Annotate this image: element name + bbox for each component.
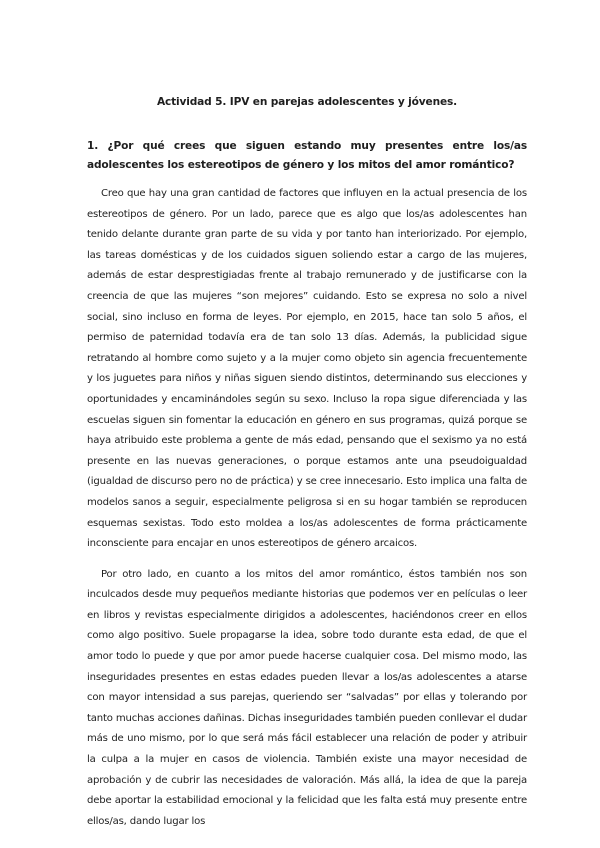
paragraph-romantic-love-myths: Por otro lado, en cuanto a los mitos del amor romántico, éstos también nos son inculcados desde muy pequeños mediante historias que podemos ver en películas o leer en libros y revistas especialmente dirigidos a adolescentes, haciéndonos creer en ellos como algo positivo. Suele propagarse la idea, sobre todo durante esta edad, de que el amor todo lo puede y que por amor puede hacerse cualquier cosa. Del mismo modo, las inseguridades presentes en estas edades pueden llevar a los/as adolescentes a atarse con mayor intensidad a sus parejas, queriendo ser “salvadas” por ellas y tolerando por tanto muchas acciones dañinas. Dichas inseguridades también pueden conllevar el dudar más de uno mismo, por lo que será más fácil establecer una relación de poder y atribuir la culpa a la mujer en casos de violencia. También existe una mayor necesidad de aprobación y de cubrir las necesidades de valoración. Más allá, la idea de que la pareja debe aportar la estabilidad emocional y la felicidad que les falta está muy presente entre ellos/as, dando lugar los (87, 568, 527, 827)
question-heading: 1. ¿Por qué crees que siguen estando muy presentes entre los/as adolescentes los estereotipos de género y los mitos del amor romántico? (87, 140, 527, 171)
document-title: Actividad 5. IPV en parejas adolescentes y jóvenes. (156, 96, 458, 108)
document-body (87, 94, 527, 842)
paragraph-stereotypes: Creo que hay una gran cantidad de factores que influyen en la actual presencia de los estereotipos de género. Por un lado, parece que es algo que los/as adolescentes han tenido delante durante gran parte de su vida y por tanto han interiorizado. Por ejemplo, las tareas domésticas y de los cuidados siguen soliendo estar a cargo de las mujeres, además de estar desprestigiadas frente al trabajo remunerado y de justificarse con la creencia de que las mujeres “son mejores” cuidando. Esto se expresa no solo a nivel social, sino incluso en forma de leyes. Por ejemplo, en 2015, hace tan solo 5 años, el permiso de paternidad todavía era de tan solo 13 días. Además, la publicidad sigue retratando al hombre como sujeto y a la mujer como objeto sin agencia frecuentemente y los juguetes para niños y niñas siguen siendo distintos, determinando sus elecciones y oportunidades y encaminándoles según su sexo. Incluso la ropa sigue diferenciada y las escuelas siguen sin fomentar la educación en género en sus programas, quizá porque se haya atribuido este problema a gente de más edad, pensando que el sexismo ya no está presente en las nuevas generaciones, o porque estamos ante una pseudoigualdad (igualdad de discurso pero no de práctica) y se cree innecesario. Esto implica una falta de modelos sanos a seguir, especialmente peligrosa si en su hogar también se reproducen esquemas sexistas. Todo esto moldea a los/as adolescentes de forma prácticamente inconsciente para encajar en unos estereotipos de género arcaicos. (87, 188, 527, 550)
